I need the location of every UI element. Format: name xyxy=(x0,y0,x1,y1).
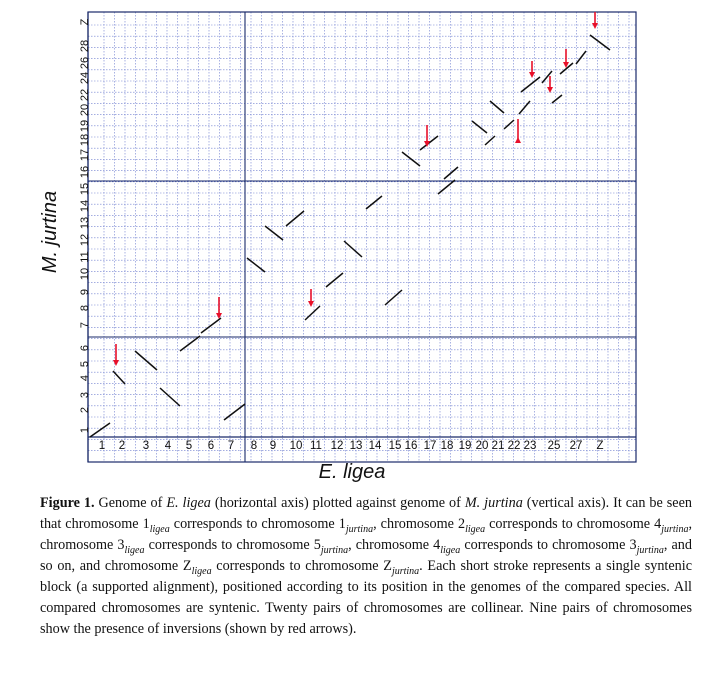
x-tick-label: 17 xyxy=(423,440,437,452)
red-arrow xyxy=(308,289,314,307)
y-tick-label: 10 xyxy=(79,267,91,281)
y-tick-label: 7 xyxy=(79,321,91,329)
y-tick-label: 9 xyxy=(79,288,91,296)
x-tick-label: 21 xyxy=(491,440,505,452)
y-tick-label: 17 xyxy=(79,148,91,162)
red-arrow xyxy=(216,297,222,319)
y-tick-label: 2 xyxy=(79,406,91,414)
x-tick-label: 1 xyxy=(98,440,106,452)
syntenic-block xyxy=(160,388,180,406)
syntenic-block xyxy=(90,423,110,437)
x-tick-label: 23 xyxy=(523,440,537,452)
inversion-arrows xyxy=(113,12,598,366)
y-tick-label: 13 xyxy=(79,216,91,230)
y-tick-labels xyxy=(79,18,91,433)
y-tick-label: 4 xyxy=(79,374,91,382)
x-tick-labels xyxy=(99,440,604,452)
y-tick-label: 1 xyxy=(79,426,91,434)
x-tick-label: 22 xyxy=(507,440,521,452)
x-tick-label: Z xyxy=(596,440,604,452)
x-tick-label: 14 xyxy=(368,440,382,452)
syntenic-blocks xyxy=(90,35,610,437)
syntenic-block xyxy=(490,101,504,113)
x-tick-label: 12 xyxy=(330,440,344,452)
syntenic-block xyxy=(590,35,610,50)
x-tick-label: 7 xyxy=(227,440,235,452)
y-tick-label: 5 xyxy=(79,360,91,368)
y-tick-label: Z xyxy=(79,18,91,26)
syntenic-block xyxy=(224,404,245,420)
x-tick-label: 13 xyxy=(349,440,363,452)
y-tick-label: 15 xyxy=(79,182,91,196)
y-tick-label: 18 xyxy=(79,133,91,147)
x-tick-label: 8 xyxy=(250,440,258,452)
syntenic-block xyxy=(180,336,200,351)
red-arrow xyxy=(592,12,598,29)
x-tick-label: 4 xyxy=(164,440,172,452)
syntenic-block xyxy=(485,136,495,145)
syntenic-block xyxy=(326,273,343,287)
y-tick-label: 16 xyxy=(79,165,91,179)
x-tick-label: 16 xyxy=(404,440,418,452)
syntenic-block xyxy=(402,152,420,166)
syntenic-block xyxy=(366,196,382,209)
syntenic-block xyxy=(472,121,487,133)
y-tick-label: 20 xyxy=(79,103,91,117)
x-tick-label: 20 xyxy=(475,440,489,452)
caption-label: Figure 1. xyxy=(40,495,95,511)
x-tick-label: 11 xyxy=(310,440,322,452)
y-tick-label: 8 xyxy=(79,304,91,312)
y-tick-label: 22 xyxy=(79,88,91,102)
figure-caption: Figure 1. Genome of E. ligea (horizontal axis) plotted against genome of M. jurtina (vertical axis). It can be seen that chromosome $1_{ligea}$ corresponds to chromosome $1_{jurtina}$, chromosome $2_{ligea}$ corresponds to chromosome $4_{jurtina}$, chromosome $3_{ligea}$ corresponds to chromosome $5_{jurtina}$, chromosome $4_{ligea}$ corresponds to chromosome $3_{jurtina}$, and so on, and chromosome $Z_{ligea}$ corresponds to chromosome $Z_{jurtina}$. Each short stroke represents a single syntenic block (a supported alignment), positioned according to its position in the genomes of the compared species. All compared chromosomes are syntenic. Twenty pairs of chromosomes are collinear. Nine pairs of chromosomes show the presence of inversions (shown by red arrows). xyxy=(40,495,692,637)
red-arrow xyxy=(547,76,553,93)
y-tick-label: 6 xyxy=(79,344,91,352)
syntenic-block xyxy=(552,95,562,103)
x-tick-label: 9 xyxy=(269,440,277,452)
syntenic-block xyxy=(113,371,125,384)
y-tick-label: 14 xyxy=(79,199,91,213)
x-axis-title: E. ligea xyxy=(318,461,386,483)
y-tick-label: 3 xyxy=(79,391,91,399)
syntenic-block xyxy=(286,211,304,226)
y-axis-title: M. jurtina xyxy=(39,190,61,274)
x-tick-label: 25 xyxy=(547,440,561,452)
syntenic-block xyxy=(519,101,530,114)
x-tick-label: 6 xyxy=(207,440,215,452)
y-tick-label: 26 xyxy=(79,56,91,70)
y-tick-label: 28 xyxy=(79,39,91,53)
red-arrow xyxy=(113,344,119,366)
syntenic-block xyxy=(576,51,586,64)
y-tick-label: 11 xyxy=(79,251,91,263)
x-tick-label: 3 xyxy=(142,440,150,452)
syntenic-block xyxy=(201,318,221,333)
y-tick-label: 24 xyxy=(79,71,91,85)
x-tick-label: 18 xyxy=(440,440,454,452)
red-arrow xyxy=(515,119,521,143)
x-tick-label: 10 xyxy=(289,440,303,452)
x-tick-label: 19 xyxy=(458,440,472,452)
syntenic-block xyxy=(305,306,320,320)
y-tick-label: 19 xyxy=(79,119,91,133)
syntenic-block xyxy=(444,167,458,179)
x-tick-label: 27 xyxy=(569,440,583,452)
x-tick-label: 5 xyxy=(185,440,193,452)
x-tick-label: 2 xyxy=(118,440,126,452)
y-tick-label: 12 xyxy=(79,233,91,247)
x-tick-label: 15 xyxy=(388,440,402,452)
syntenic-block xyxy=(504,120,514,129)
plot-grid xyxy=(88,12,636,462)
